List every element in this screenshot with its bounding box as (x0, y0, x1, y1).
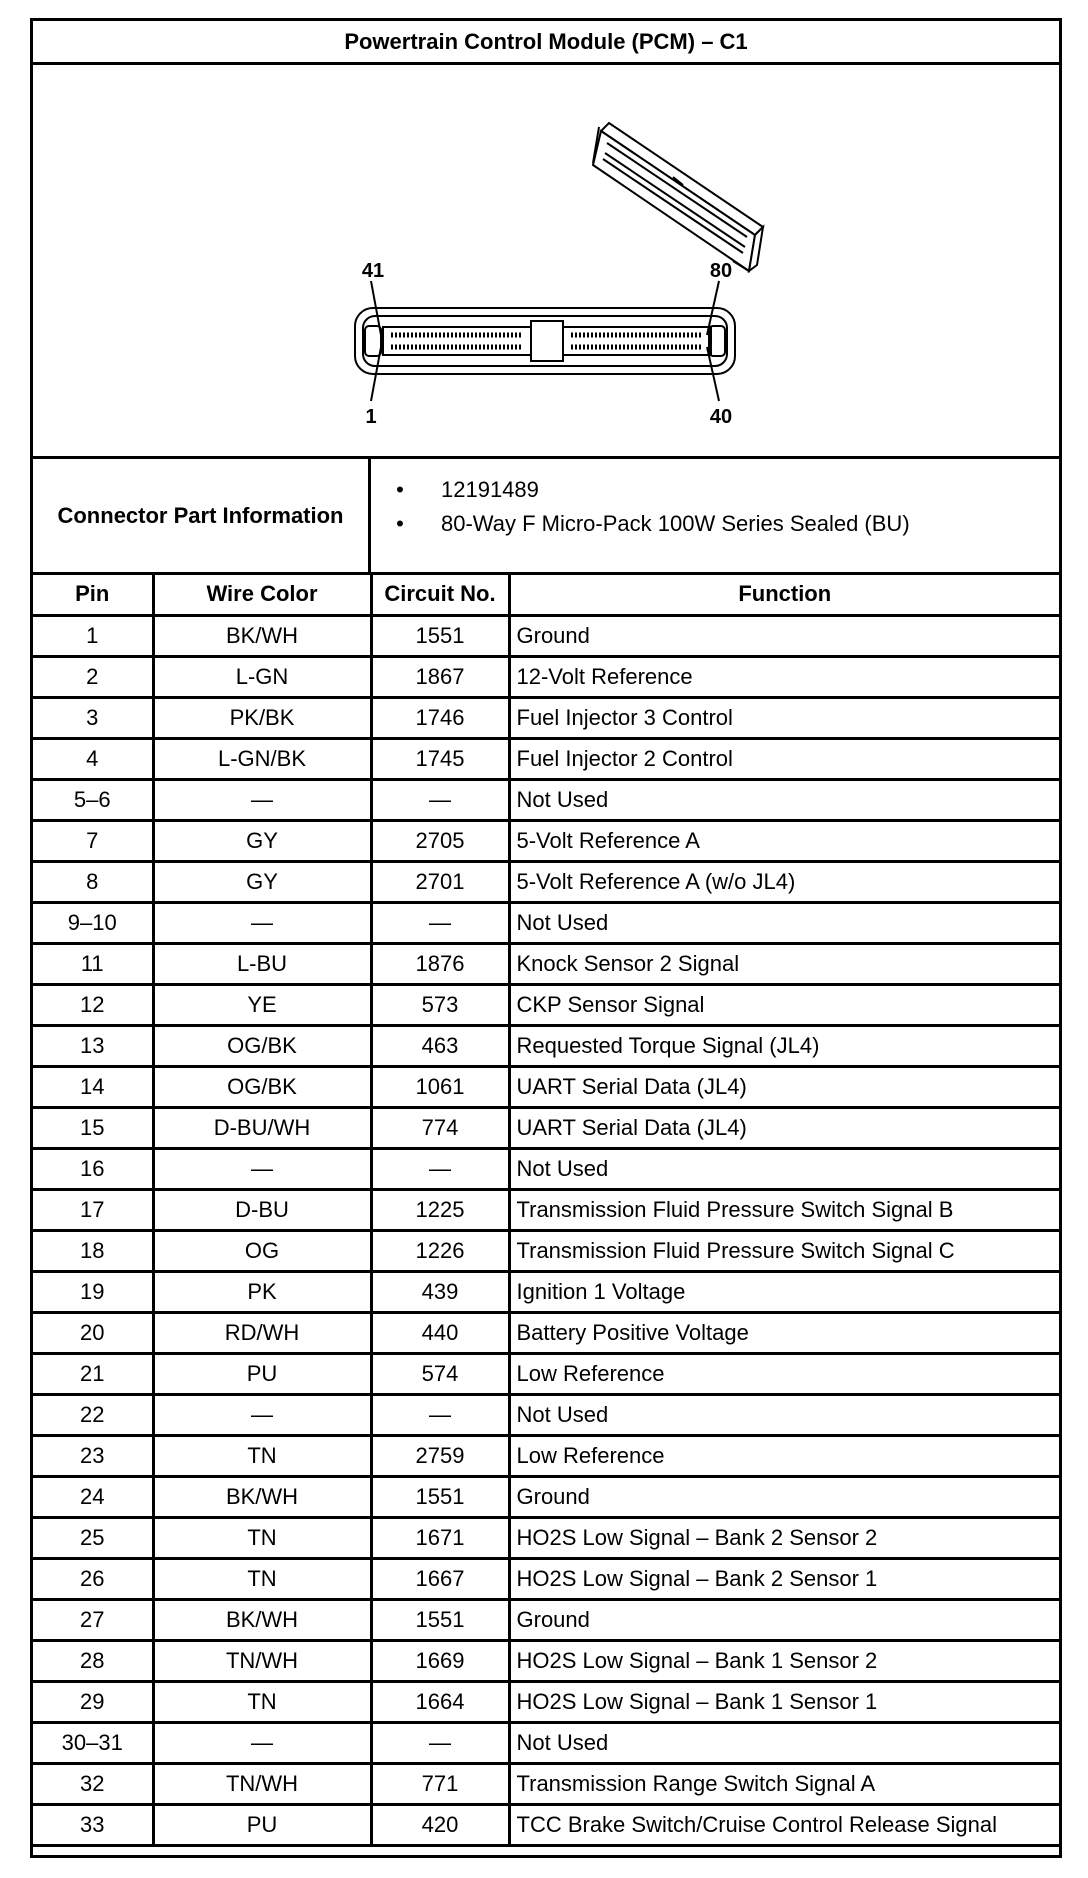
pin-cell: 4 (33, 738, 153, 779)
function-cell: Ground (509, 1476, 1059, 1517)
pin-cell: 7 (33, 820, 153, 861)
wire-color-cell: GY (153, 820, 371, 861)
function-cell: Ground (509, 1599, 1059, 1640)
circuit-no-cell: 2701 (371, 861, 509, 902)
pin-cell: 28 (33, 1640, 153, 1681)
wire-color-cell: TN (153, 1681, 371, 1722)
wire-color-cell: PK/BK (153, 697, 371, 738)
table-row (33, 1476, 1059, 1517)
wire-color-cell: OG/BK (153, 1066, 371, 1107)
pin-table (33, 575, 1059, 1847)
function-cell: Transmission Fluid Pressure Switch Signal B (509, 1189, 1059, 1230)
pin-cell: 11 (33, 943, 153, 984)
pin-cell: 22 (33, 1394, 153, 1435)
table-row (33, 1271, 1059, 1312)
wire-color-cell: PU (153, 1353, 371, 1394)
table-row (33, 1148, 1059, 1189)
circuit-no-cell: 1667 (371, 1558, 509, 1599)
connector-document (30, 18, 1062, 1858)
wire-color-cell: BK/WH (153, 615, 371, 656)
wire-color-cell: OG (153, 1230, 371, 1271)
wire-color-cell: — (153, 1394, 371, 1435)
table-row (33, 1804, 1059, 1845)
function-cell: Transmission Fluid Pressure Switch Signal C (509, 1230, 1059, 1271)
wire-color-cell: TN (153, 1517, 371, 1558)
wire-color-cell: PK (153, 1271, 371, 1312)
function-cell: Low Reference (509, 1353, 1059, 1394)
table-row (33, 1066, 1059, 1107)
circuit-no-cell: 1664 (371, 1681, 509, 1722)
wire-color-cell: PU (153, 1804, 371, 1845)
table-row (33, 1435, 1059, 1476)
function-cell: Battery Positive Voltage (509, 1312, 1059, 1353)
function-cell: HO2S Low Signal – Bank 1 Sensor 2 (509, 1640, 1059, 1681)
pin-cell: 33 (33, 1804, 153, 1845)
circuit-no-cell: — (371, 1394, 509, 1435)
circuit-no-cell: 1746 (371, 697, 509, 738)
wire-color-cell: TN (153, 1558, 371, 1599)
pin-cell: 23 (33, 1435, 153, 1476)
connector-illustration (33, 65, 1059, 456)
wire-color-cell: GY (153, 861, 371, 902)
wire-color-cell: BK/WH (153, 1599, 371, 1640)
function-cell: Not Used (509, 1722, 1059, 1763)
pin-cell: 17 (33, 1189, 153, 1230)
function-cell: Not Used (509, 1394, 1059, 1435)
pin-cell: 5–6 (33, 779, 153, 820)
part-info-item: • 12191489 (371, 473, 1059, 507)
function-cell: HO2S Low Signal – Bank 2 Sensor 2 (509, 1517, 1059, 1558)
pin-cell: 9–10 (33, 902, 153, 943)
circuit-no-cell: 1551 (371, 615, 509, 656)
header-circuit-no: Circuit No. (371, 575, 509, 615)
function-cell: 5-Volt Reference A (w/o JL4) (509, 861, 1059, 902)
circuit-no-cell: 1867 (371, 656, 509, 697)
pin-cell: 19 (33, 1271, 153, 1312)
circuit-no-cell: 1551 (371, 1476, 509, 1517)
function-cell: Requested Torque Signal (JL4) (509, 1025, 1059, 1066)
wire-color-cell: TN (153, 1435, 371, 1476)
table-row (33, 1312, 1059, 1353)
function-cell: TCC Brake Switch/Cruise Control Release Signal (509, 1804, 1059, 1845)
function-cell: Low Reference (509, 1435, 1059, 1476)
circuit-no-cell: — (371, 1722, 509, 1763)
wire-color-cell: L-GN/BK (153, 738, 371, 779)
pin-cell: 27 (33, 1599, 153, 1640)
pin-cell: 18 (33, 1230, 153, 1271)
wire-color-cell: L-BU (153, 943, 371, 984)
function-cell: UART Serial Data (JL4) (509, 1066, 1059, 1107)
pin-cell: 1 (33, 615, 153, 656)
table-header-row (33, 575, 1059, 615)
wire-color-cell: TN/WH (153, 1763, 371, 1804)
table-row (33, 984, 1059, 1025)
header-wire-color: Wire Color (153, 575, 371, 615)
header-function: Function (509, 575, 1059, 615)
pin-label-40: 40 (709, 406, 733, 428)
pin-label-1: 1 (365, 406, 377, 428)
table-row (33, 1681, 1059, 1722)
pin-cell: 24 (33, 1476, 153, 1517)
function-cell: Ignition 1 Voltage (509, 1271, 1059, 1312)
table-row (33, 1230, 1059, 1271)
pin-cell: 14 (33, 1066, 153, 1107)
pin-cell: 21 (33, 1353, 153, 1394)
function-cell: Fuel Injector 3 Control (509, 697, 1059, 738)
pin-cell: 8 (33, 861, 153, 902)
bullet-icon: • (396, 477, 404, 502)
wire-color-cell: D-BU (153, 1189, 371, 1230)
table-row (33, 861, 1059, 902)
pin-cell: 26 (33, 1558, 153, 1599)
table-row (33, 656, 1059, 697)
table-row (33, 1107, 1059, 1148)
pin-cell: 16 (33, 1148, 153, 1189)
function-cell: 5-Volt Reference A (509, 820, 1059, 861)
wire-color-cell: — (153, 902, 371, 943)
table-row (33, 1394, 1059, 1435)
table-row (33, 1640, 1059, 1681)
wire-color-cell: YE (153, 984, 371, 1025)
bullet-icon: • (396, 511, 404, 536)
wire-color-cell: — (153, 779, 371, 820)
function-cell: Not Used (509, 902, 1059, 943)
circuit-no-cell: 463 (371, 1025, 509, 1066)
connector-face-icon (355, 281, 735, 401)
table-row (33, 1025, 1059, 1066)
pin-cell: 15 (33, 1107, 153, 1148)
pin-cell: 13 (33, 1025, 153, 1066)
table-row (33, 1763, 1059, 1804)
function-cell: Not Used (509, 779, 1059, 820)
pin-rows (33, 615, 1059, 1845)
circuit-no-cell: — (371, 902, 509, 943)
circuit-no-cell: 1669 (371, 1640, 509, 1681)
function-cell: 12-Volt Reference (509, 656, 1059, 697)
part-info-list (371, 473, 1059, 541)
circuit-no-cell: 1745 (371, 738, 509, 779)
connector-3d-icon (593, 123, 763, 271)
function-cell: Knock Sensor 2 Signal (509, 943, 1059, 984)
pin-cell: 30–31 (33, 1722, 153, 1763)
circuit-no-cell: — (371, 779, 509, 820)
wire-color-cell: L-GN (153, 656, 371, 697)
table-row (33, 1558, 1059, 1599)
wire-color-cell: — (153, 1148, 371, 1189)
circuit-no-cell: 1551 (371, 1599, 509, 1640)
table-row (33, 943, 1059, 984)
circuit-no-cell: 771 (371, 1763, 509, 1804)
table-row (33, 1517, 1059, 1558)
wire-color-cell: — (153, 1722, 371, 1763)
wire-color-cell: D-BU/WH (153, 1107, 371, 1148)
wire-color-cell: TN/WH (153, 1640, 371, 1681)
circuit-no-cell: — (371, 1148, 509, 1189)
circuit-no-cell: 440 (371, 1312, 509, 1353)
connector-diagram (33, 65, 1059, 459)
circuit-no-cell: 1876 (371, 943, 509, 984)
function-cell: Transmission Range Switch Signal A (509, 1763, 1059, 1804)
table-row (33, 1722, 1059, 1763)
function-cell: UART Serial Data (JL4) (509, 1107, 1059, 1148)
table-row (33, 697, 1059, 738)
table-row (33, 1599, 1059, 1640)
table-row (33, 615, 1059, 656)
wire-color-cell: BK/WH (153, 1476, 371, 1517)
connector-part-info (33, 459, 1059, 575)
circuit-no-cell: 774 (371, 1107, 509, 1148)
pin-cell: 29 (33, 1681, 153, 1722)
function-cell: HO2S Low Signal – Bank 1 Sensor 1 (509, 1681, 1059, 1722)
table-row (33, 820, 1059, 861)
circuit-no-cell: 1225 (371, 1189, 509, 1230)
circuit-no-cell: 573 (371, 984, 509, 1025)
circuit-no-cell: 2705 (371, 820, 509, 861)
part-info-item: • 80-Way F Micro-Pack 100W Series Sealed (BU) (371, 507, 1059, 541)
pin-cell: 32 (33, 1763, 153, 1804)
circuit-no-cell: 439 (371, 1271, 509, 1312)
pin-cell: 2 (33, 656, 153, 697)
function-cell: Not Used (509, 1148, 1059, 1189)
circuit-no-cell: 1671 (371, 1517, 509, 1558)
part-info-label: Connector Part Information (33, 459, 371, 572)
function-cell: Ground (509, 615, 1059, 656)
table-row (33, 1353, 1059, 1394)
pin-label-41: 41 (361, 260, 385, 282)
function-cell: HO2S Low Signal – Bank 2 Sensor 1 (509, 1558, 1059, 1599)
table-row (33, 738, 1059, 779)
pin-cell: 12 (33, 984, 153, 1025)
function-cell: Fuel Injector 2 Control (509, 738, 1059, 779)
pin-cell: 3 (33, 697, 153, 738)
header-pin: Pin (33, 575, 153, 615)
circuit-no-cell: 1226 (371, 1230, 509, 1271)
wire-color-cell: OG/BK (153, 1025, 371, 1066)
pin-label-80: 80 (709, 260, 733, 282)
table-row (33, 779, 1059, 820)
circuit-no-cell: 574 (371, 1353, 509, 1394)
wire-color-cell: RD/WH (153, 1312, 371, 1353)
page-title: Powertrain Control Module (PCM) – C1 (33, 21, 1059, 65)
function-cell: CKP Sensor Signal (509, 984, 1059, 1025)
circuit-no-cell: 2759 (371, 1435, 509, 1476)
pin-cell: 25 (33, 1517, 153, 1558)
circuit-no-cell: 1061 (371, 1066, 509, 1107)
pin-cell: 20 (33, 1312, 153, 1353)
circuit-no-cell: 420 (371, 1804, 509, 1845)
table-row (33, 902, 1059, 943)
table-row (33, 1189, 1059, 1230)
